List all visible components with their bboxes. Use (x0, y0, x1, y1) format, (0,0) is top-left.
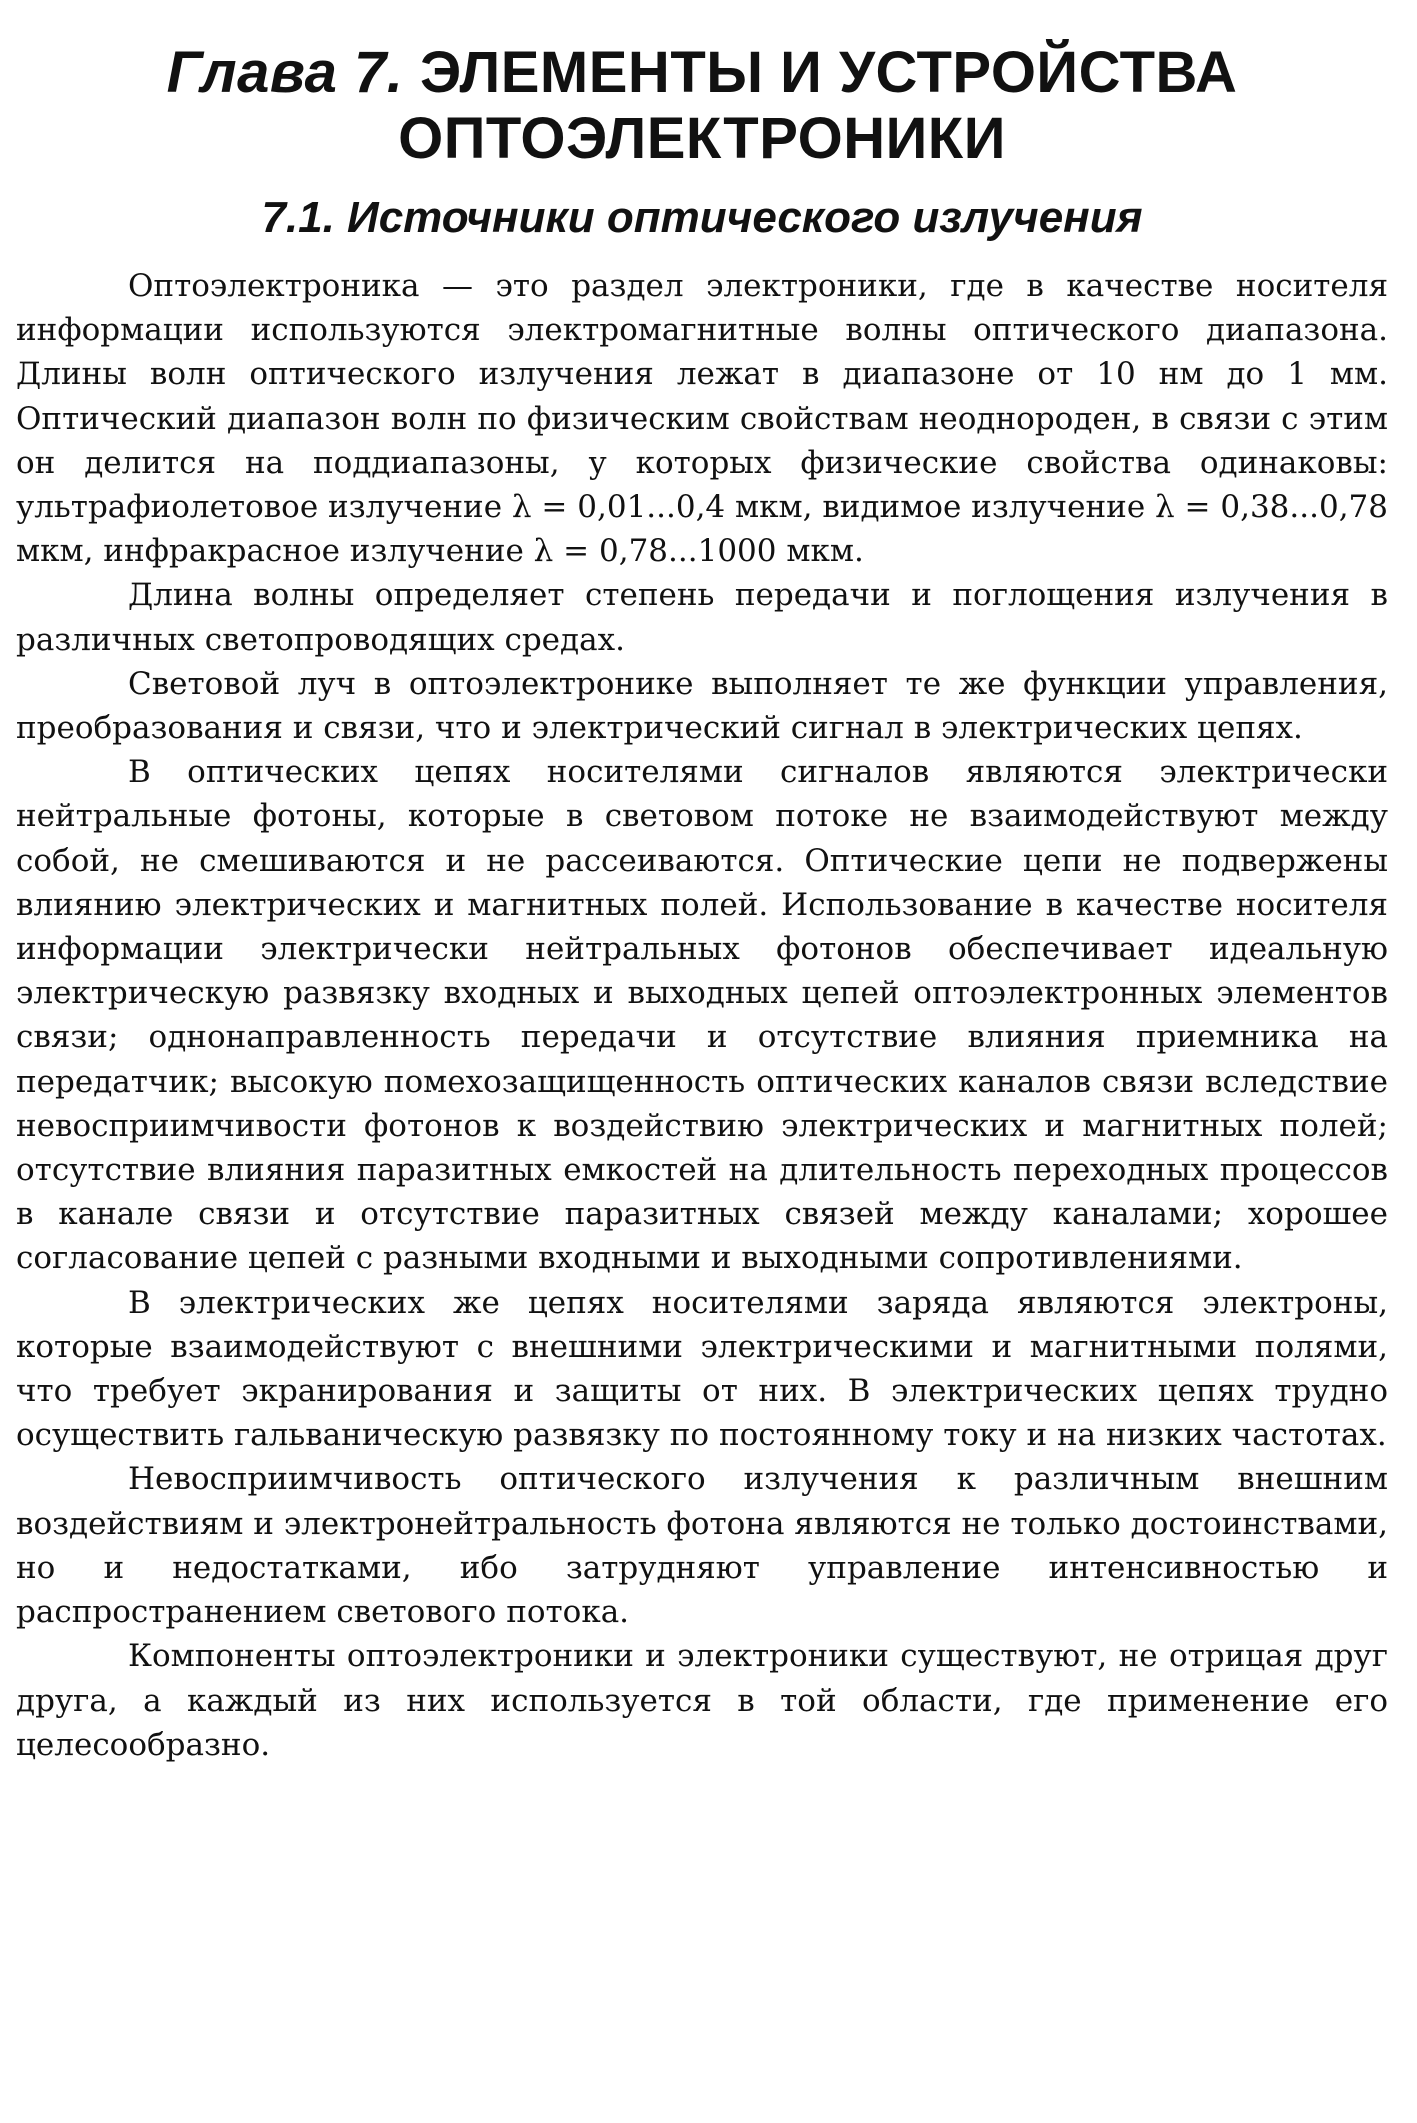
chapter-title-line2: ОПТОЭЛЕКТРОНИКИ (398, 106, 1006, 171)
paragraph-optical-circuits: В оптических цепях носителями сигналов являются электрически нейтральные фотоны, которые в световом потоке не взаимодействуют между собой, не смешиваются и не рассеиваются. Оптические цепи не подвержены влиянию электрических и магнитных полей. Использование в качестве носителя информации электрически нейтральных фотонов обеспечивает идеальную электрическую развязку входных и выходных цепей оптоэлектронных элементов связи; однонаправленность передачи и отсутствие влияния приемника на передатчик; высокую помехозащищенность оптических каналов связи вследствие невосприимчивости фотонов к воздействию электрических и магнитных полей; отсутствие влияния паразитных емкостей на длительность переходных процессов в канале связи и отсутствие паразитных связей между каналами; хорошее согласование цепей с разными входными и выходными сопротивлениями. (16, 754, 1388, 1277)
paragraph-electrical-circuits: В электрических же цепях носителями заряда являются электроны, которые взаимодействуют с внешними электрическими и магнитными полями, что требует экранирования и защиты от них. В электрических цепях трудно осуществить гальваническую развязку по постоянному току и на низких частотах. (16, 1284, 1388, 1454)
paragraph-intro: Оптоэлектроника — это раздел электроники, где в качестве носителя информации используются электромагнитные волны оптического диапазона. Длины волн оптического излучения лежат в диапазоне от 10 нм до 1 мм. Оптический диапазон волн по физическим свойствам неоднороден, в связи с этим он делится на поддиапазоны, у которых физические свойства одинаковы: ультрафиолетовое излучение λ = 0,01...0,4 мкм, видимое излучение λ = 0,38...0,78 мкм, инфракрасное излучение λ = 0,78...1000 мкм. (16, 268, 1388, 570)
paragraph-immunity: Невосприимчивость оптического излучения к различным внешним воздействиям и электронейтральность фотона являются не только достоинствами, но и недостатками, ибо затрудняют управление интенсивностью и распространением светового потока. (16, 1461, 1388, 1631)
book-page (16, 40, 1388, 1767)
paragraph-components: Компоненты оптоэлектроники и электроники существуют, не отрицая друг друга, а каждый из них используется в той области, где применение его целесообразно. (16, 1638, 1388, 1763)
paragraph-light-beam: Световой луч в оптоэлектронике выполняет те же функции управления, преобразования и связи, что и электрический сигнал в электрических цепях. (16, 665, 1388, 747)
chapter-label: Глава 7. (166, 40, 404, 105)
chapter-title (16, 40, 1388, 172)
chapter-title-line1: ЭЛЕМЕНТЫ И УСТРОЙСТВА (420, 40, 1238, 105)
section-title: 7.1. Источники оптического излучения (261, 193, 1143, 242)
paragraph-wavelength: Длина волны определяет степень передачи и поглощения излучения в различных светопроводящих средах. (16, 577, 1388, 658)
